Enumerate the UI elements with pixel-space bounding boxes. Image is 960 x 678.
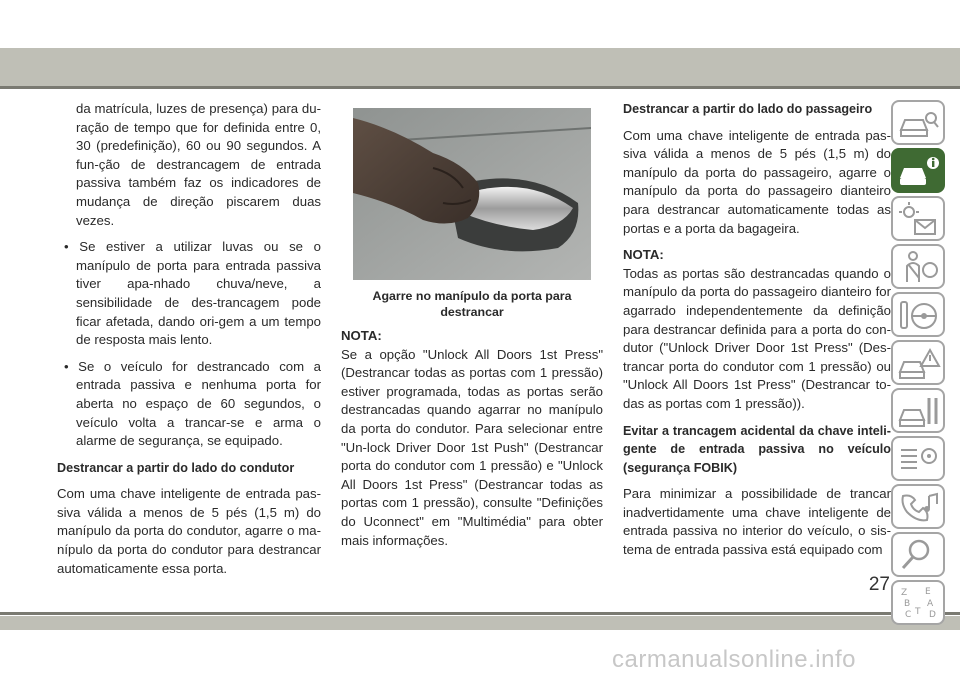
tab-emergency[interactable]: [891, 340, 945, 385]
light-message-icon: [897, 202, 941, 238]
footer-band: [0, 616, 960, 630]
paragraph-driver-unlock: Com uma chave inteligente de entrada pas-siva válida a menos de 5 pés (1,5 m) do manípulo da porta do condutor, agarre o ma-nípulo da porta do condutor para destrancar automaticamente essa porta.: [57, 486, 321, 576]
list-gear-icon: [897, 442, 941, 478]
header-band: [0, 48, 960, 86]
text-column-right: [623, 100, 891, 568]
watermark: carmanualsonline.info: [612, 646, 856, 673]
door-handle-photo: [353, 108, 591, 280]
svg-text:T: T: [915, 607, 921, 617]
magnifier-icon: [897, 538, 941, 574]
note-text: Se a opção "Unlock All Doors 1st Press" (Destrancar todas as portas com 1 pressão) estiver programada, todas as portas serão destrancadas quando agarrar no manípulo da porta do condutor. Para selecionar entre "Un-lock Driver Door 1st Push" (Destrancar porta do condutor com 1 pressão) e "Unlock All Doors 1st Press" (Destrancar todas as portas com 1 pressão), consulte "Definições do Uconnect" em "Multimédia" para obter mais informações.: [341, 346, 603, 548]
tab-car-search[interactable]: [891, 100, 945, 145]
svg-text:C: C: [905, 610, 912, 620]
svg-text:E: E: [925, 587, 931, 597]
footer-rule: [0, 612, 960, 615]
section-heading-fobik: Evitar a trancagem acidental da chave inteli-gente de entrada passiva no veículo (segurança FOBIK): [623, 423, 891, 475]
tab-starting-operating[interactable]: [891, 292, 945, 337]
text-column-left: [57, 100, 321, 586]
paragraph-continuation: da matrícula, luzes de presença) para du-ração de tempo que for definida entre 0, 30 (predefinição), 60 ou 90 segundos. A fun-ção de destrancagem de entrada passiva também faz os indicadores de mudança de direção piscarem duas vezes.: [76, 101, 321, 228]
car-info-icon: [897, 154, 941, 190]
music-phone-icon: [897, 490, 941, 526]
bullet-relock: • Se o veículo for destrancado com a entrada passiva e nenhuma porta for aberta no espaço de 60 segundos, o veículo volta a trancar-se e arma o alarme de segurança, se equipado.: [64, 358, 321, 449]
tab-car-info[interactable]: [891, 148, 945, 193]
car-warning-icon: [897, 346, 941, 382]
steering-wheel-icon: [897, 298, 941, 334]
car-search-icon: [897, 106, 941, 142]
seatbelt-airbag-icon: [897, 250, 941, 286]
tab-index[interactable]: [891, 580, 945, 625]
section-heading-driver: Destrancar a partir do lado do condutor: [57, 460, 295, 475]
paragraph-fobik: Para minimizar a possibilidade de trancar inadvertidamente uma chave inteligente de entrada passiva no interior do veículo, o sis-tema de entrada passiva está equipado com: [623, 486, 891, 558]
paragraph-passenger-unlock: Com uma chave inteligente de entrada pas-siva válida a menos de 5 pés (1,5 m) do manípulo da porta do passageiro, agarre o manípulo da porta do passageiro dianteiro para destrancar automaticamente todas as portas e a porta da bagageira.: [623, 127, 891, 236]
header-rule: [0, 86, 960, 89]
svg-text:D: D: [929, 610, 936, 620]
bullet-gloves: • Se estiver a utilizar luvas ou se o manípulo de porta para entrada passiva tiver apa-nhado chuva/neve, a sensibilidade de des-trancagem pode ficar afetada, dando ori-gem a um tempo de resposta mais lento.: [64, 239, 321, 348]
note-label: NOTA:: [623, 247, 664, 263]
tab-multimedia[interactable]: [891, 484, 945, 529]
note-text: Todas as portas são destrancadas quando o manípulo da porta do passageiro dianteiro for agarrado independentemente da definição para destrancar definida para a porta do con-dutor ("Unlock Driver Door 1st Press" (Des-trancar porta do condutor com 1 pressão) ou "Unlock All Doors 1st Press" (Destrancar to-das as portas com 1 pressão)).: [623, 265, 891, 411]
page-number: 27: [868, 574, 890, 595]
alphabet-index-icon: [897, 586, 941, 622]
section-heading-passenger: Destrancar a partir do lado do passageiro: [623, 102, 873, 116]
svg-text:B: B: [904, 599, 911, 609]
text-column-middle: [341, 327, 603, 558]
tab-customer-assistance[interactable]: [891, 532, 945, 577]
note-label: NOTA:: [341, 328, 382, 343]
car-tools-icon: [897, 394, 941, 430]
tab-specifications[interactable]: [891, 436, 945, 481]
tab-safety[interactable]: [891, 244, 945, 289]
svg-text:A: A: [927, 599, 934, 609]
svg-text:Z: Z: [901, 588, 908, 598]
tab-lights-messages[interactable]: [891, 196, 945, 241]
tab-servicing[interactable]: [891, 388, 945, 433]
figure-caption: Agarre no manípulo da porta para destrancar: [372, 289, 572, 319]
